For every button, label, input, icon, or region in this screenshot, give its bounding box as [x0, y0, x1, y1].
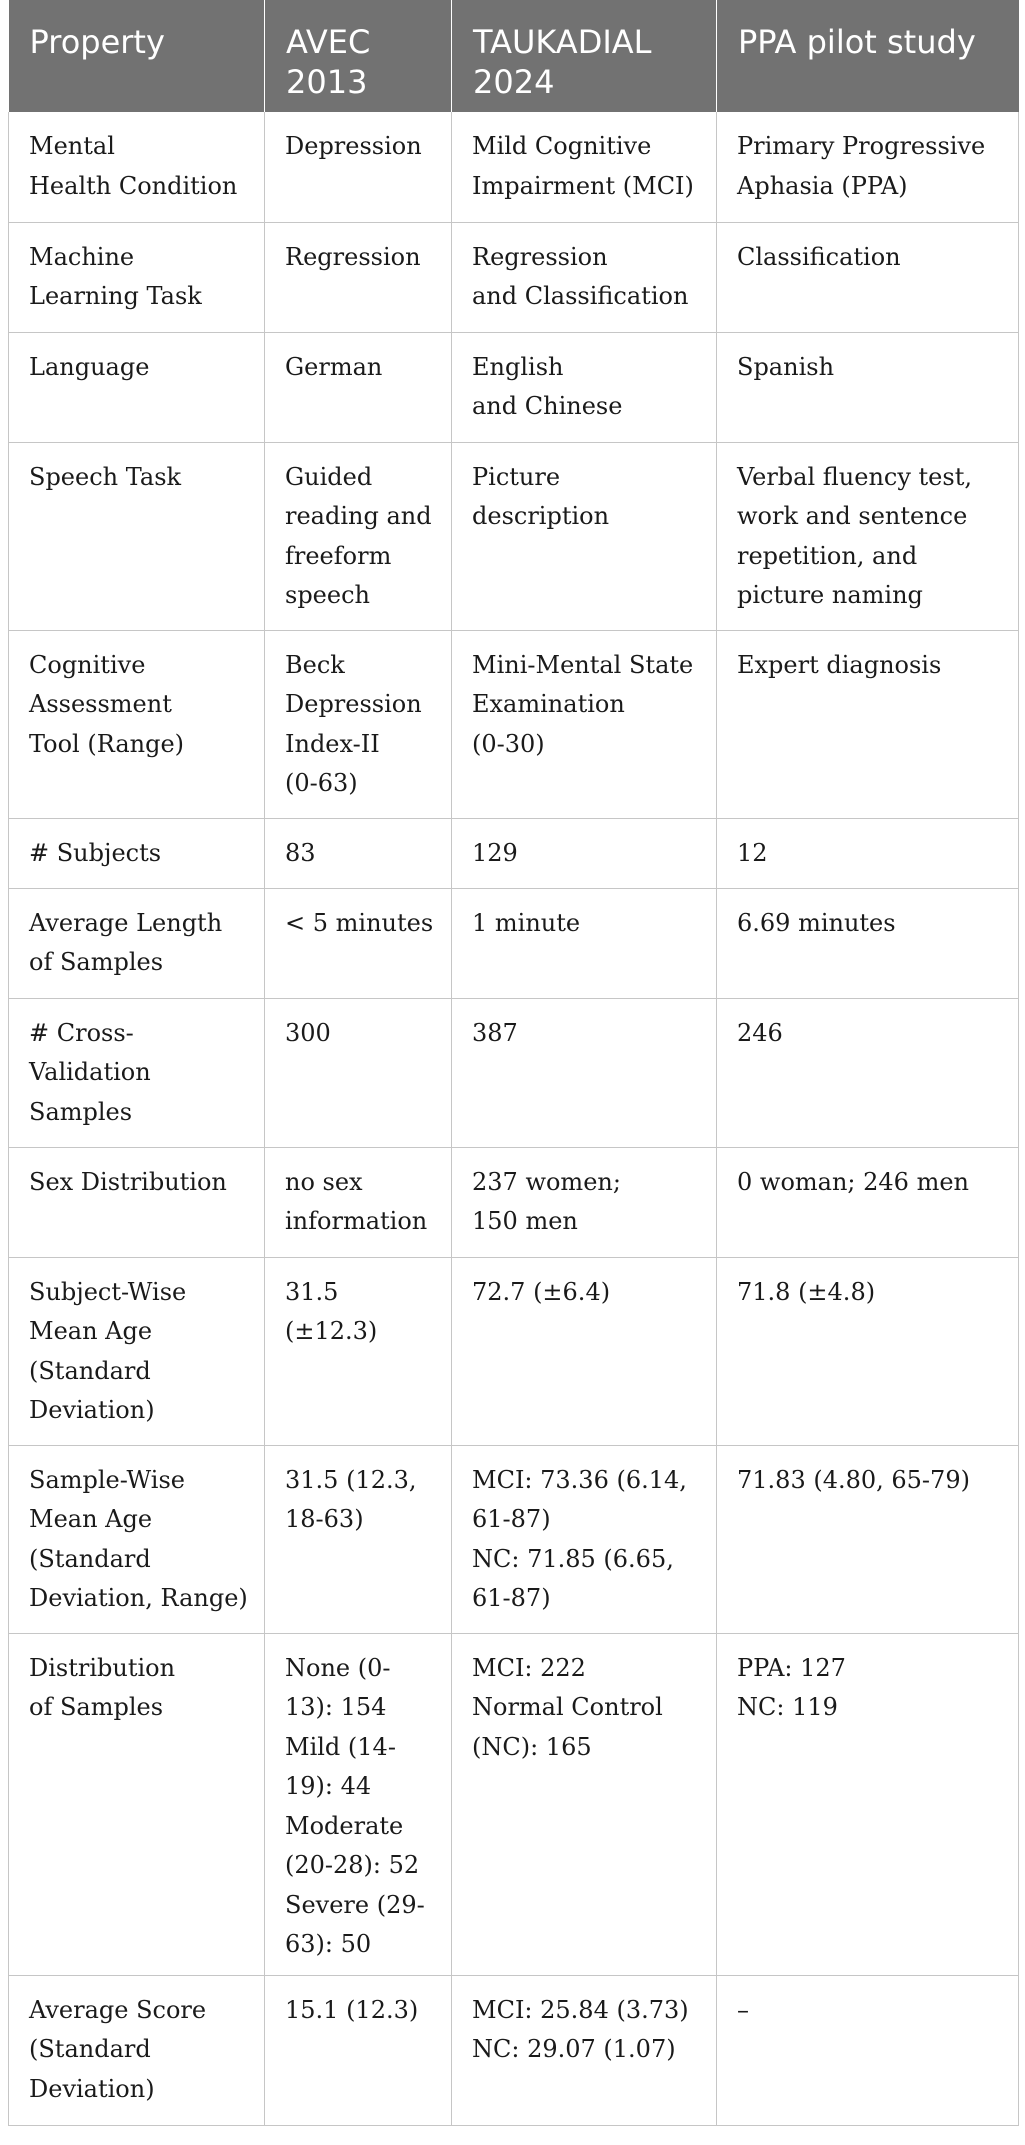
header-property: Property: [9, 0, 265, 112]
table-row: [9, 888, 1019, 998]
ppa-cell: 246: [717, 998, 1019, 1147]
taukadial-cell: MCI: 25.84 (3.73) NC: 29.07 (1.07): [452, 1975, 717, 2125]
property-cell: Sample-Wise Mean Age (Standard Deviation, Range): [9, 1445, 265, 1633]
taukadial-cell: 237 women; 150 men: [452, 1147, 717, 1257]
ppa-cell: 71.8 (±4.8): [717, 1257, 1019, 1445]
table-header-row: [9, 0, 1019, 112]
property-cell: Subject-Wise Mean Age (Standard Deviation): [9, 1257, 265, 1445]
taukadial-cell: Picture description: [452, 442, 717, 630]
header-ppa-pilot-study: PPA pilot study: [717, 0, 1019, 112]
table-row: [9, 332, 1019, 442]
table-row: [9, 998, 1019, 1147]
avec-cell: Depression: [265, 112, 452, 222]
taukadial-cell: Mini-Mental State Examination (0-30): [452, 630, 717, 818]
table-row: [9, 1147, 1019, 1257]
avec-cell: 15.1 (12.3): [265, 1975, 452, 2125]
taukadial-cell: 72.7 (±6.4): [452, 1257, 717, 1445]
avec-cell: 31.5 (12.3, 18-63): [265, 1445, 452, 1633]
table-row: [9, 1975, 1019, 2125]
property-cell: # Cross- Validation Samples: [9, 998, 265, 1147]
property-cell: Machine Learning Task: [9, 222, 265, 332]
table-row: [9, 630, 1019, 818]
ppa-cell: PPA: 127 NC: 119: [717, 1633, 1019, 1975]
taukadial-cell: MCI: 73.36 (6.14, 61-87) NC: 71.85 (6.65, 61-87): [452, 1445, 717, 1633]
property-cell: Cognitive Assessment Tool (Range): [9, 630, 265, 818]
ppa-cell: Primary Progressive Aphasia (PPA): [717, 112, 1019, 222]
avec-cell: 31.5 (±12.3): [265, 1257, 452, 1445]
dataset-comparison-table: [8, 0, 1019, 2126]
property-cell: Distribution of Samples: [9, 1633, 265, 1975]
avec-cell: German: [265, 332, 452, 442]
property-cell: Average Score (Standard Deviation): [9, 1975, 265, 2125]
taukadial-cell: 129: [452, 818, 717, 888]
table-row: [9, 1445, 1019, 1633]
table-row: [9, 1257, 1019, 1445]
avec-cell: < 5 minutes: [265, 888, 452, 998]
avec-cell: 83: [265, 818, 452, 888]
property-cell: # Subjects: [9, 818, 265, 888]
ppa-cell: 12: [717, 818, 1019, 888]
table-row: [9, 222, 1019, 332]
ppa-cell: Classification: [717, 222, 1019, 332]
taukadial-cell: 387: [452, 998, 717, 1147]
table-row: [9, 442, 1019, 630]
avec-cell: Regression: [265, 222, 452, 332]
taukadial-cell: 1 minute: [452, 888, 717, 998]
ppa-cell: Expert diagnosis: [717, 630, 1019, 818]
taukadial-cell: English and Chinese: [452, 332, 717, 442]
avec-cell: None (0- 13): 154 Mild (14- 19): 44 Moderate (20-28): 52 Severe (29- 63): 50: [265, 1633, 452, 1975]
property-cell: Sex Distribution: [9, 1147, 265, 1257]
property-cell: Mental Health Condition: [9, 112, 265, 222]
ppa-cell: –: [717, 1975, 1019, 2125]
ppa-cell: 6.69 minutes: [717, 888, 1019, 998]
avec-cell: Guided reading and freeform speech: [265, 442, 452, 630]
taukadial-cell: Regression and Classification: [452, 222, 717, 332]
taukadial-cell: Mild Cognitive Impairment (MCI): [452, 112, 717, 222]
comparison-table-container: [8, 0, 1018, 2126]
table-row: [9, 1633, 1019, 1975]
avec-cell: Beck Depression Index-II (0-63): [265, 630, 452, 818]
avec-cell: 300: [265, 998, 452, 1147]
taukadial-cell: MCI: 222 Normal Control (NC): 165: [452, 1633, 717, 1975]
table-row: [9, 818, 1019, 888]
property-cell: Speech Task: [9, 442, 265, 630]
ppa-cell: Spanish: [717, 332, 1019, 442]
ppa-cell: 0 woman; 246 men: [717, 1147, 1019, 1257]
property-cell: Language: [9, 332, 265, 442]
ppa-cell: Verbal fluency test, work and sentence repetition, and picture naming: [717, 442, 1019, 630]
ppa-cell: 71.83 (4.80, 65-79): [717, 1445, 1019, 1633]
table-row: [9, 112, 1019, 222]
header-avec-2013: AVEC 2013: [265, 0, 452, 112]
avec-cell: no sex information: [265, 1147, 452, 1257]
property-cell: Average Length of Samples: [9, 888, 265, 998]
header-taukadial-2024: TAUKADIAL 2024: [452, 0, 717, 112]
